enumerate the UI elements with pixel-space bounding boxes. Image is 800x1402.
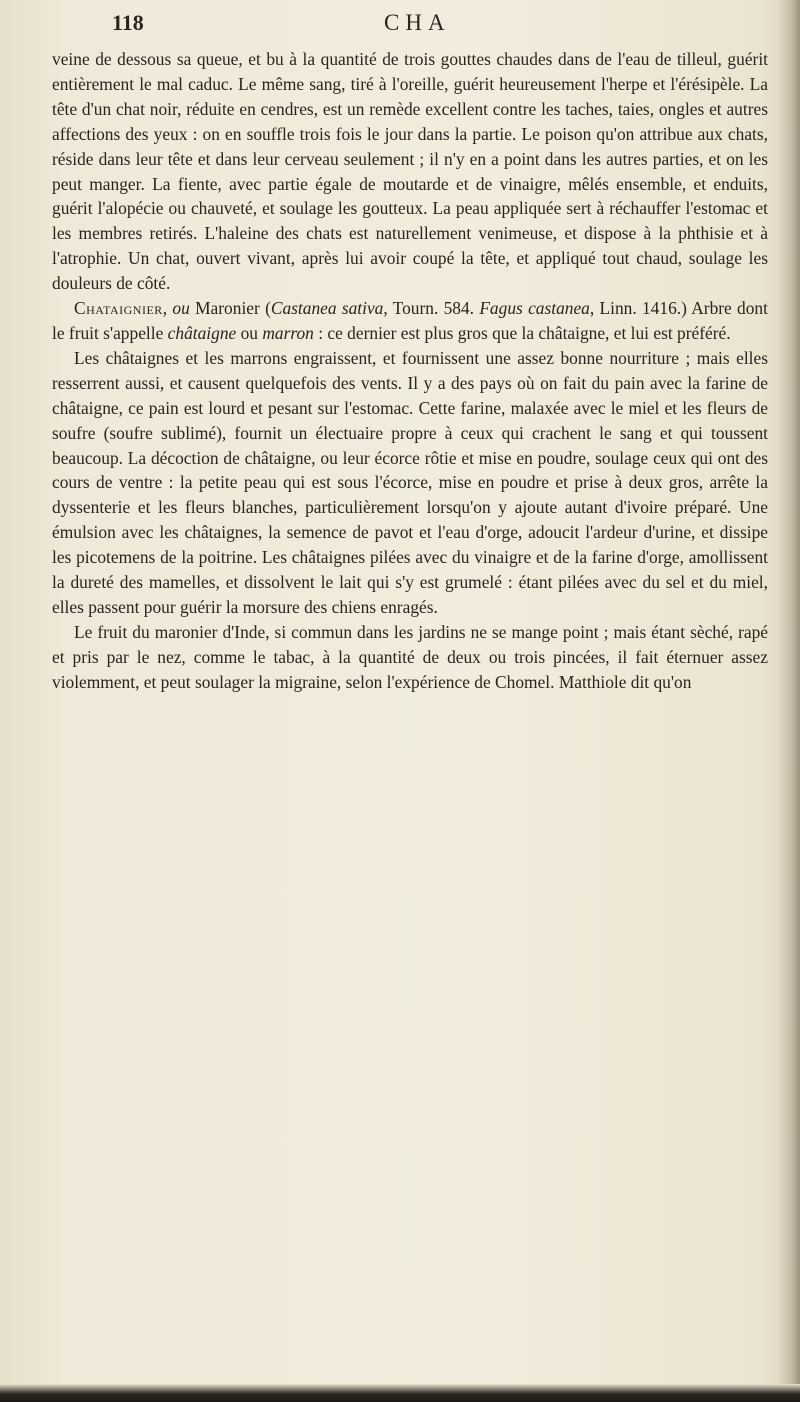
italic-run: châtaigne <box>167 322 237 343</box>
page-edge-shadow <box>778 0 800 1402</box>
body-text <box>52 47 768 695</box>
text-run: veine de dessous sa queue, et bu à la quantité de trois gouttes chaudes dans de l'eau de tilleul, guérit entièrement le mal caduc. Le même sang, tiré à l'oreille, guérit heureusement l'herpe et l'érésipèle. La tête d'un chat noir, réduite en cendres, est un remède excellent contre les taches, taies, ongles et autres affections des yeux : on en souffle trois fois le jour dans la partie. Le poison qu'on attribue aux chats, réside dans leur tête et dans leur cerveau seulement ; il n'y en a point dans les autres parties, et on les peut manger. La fiente, avec partie égale de moutarde et de vinaigre, mêlés ensemble, et enduits, guérit l'alopécie ou chauveté, et soulage les goutteux. La peau appliquée sert à réchauffer l'estomac et les membres retirés. L'haleine des chats est naturellement venimeuse, et dispose à la phthisie et à l'atrophie. Un chat, ouvert vivant, après lui avoir coupé la tête, et appliqué tout chaud, soulage les douleurs de côté. <box>52 49 768 294</box>
page-number: 118 <box>112 10 144 35</box>
text-run: Les châtaignes et les marrons engraissent, et fournissent une assez bonne nourriture ; mais elles resserrent aussi, et causent quelquefois des vents. Il y a des pays où on fait du pain avec la farine de châtaigne, ce pain est lourd et pesant sur l'estomac. Cette farine, malaxée avec le miel et les fleurs de soufre (soufre sublimé), fournit un électuaire propre à ceux qui crachent le sang et qui toussent beaucoup. La décoction de châtaigne, ou leur écorce rôtie et mise en poudre, soulage ceux qui ont des cours de ventre : la petite peau qui est sous l'écorce, mise en poudre et prise à deux gros, arrête la dyssenterie et les fleurs blanches, particulièrement lorsqu'on y ajoute autant d'ivoire préparé. Une émulsion avec les châtaignes, la semence de pavot et l'eau d'orge, adoucit l'ardeur d'urine, et dissipe les picotemens de la poitrine. Les châtaignes pilées avec du vinaigre et de la farine d'orge, amollissent la dureté des mamelles, et dissolvent le lait qui s'y est grumelé : étant pilées avec du sel et du miel, elles passent pour guérir la morsure des chiens enragés. <box>52 347 768 617</box>
text-run: Le fruit du maronier d'Inde, si commun dans les jardins ne se mange point ; mais étant sèché, rapé et pris par le nez, comme le tabac, à la quantité de deux ou trois pincées, il fait éternuer assez violemment, et peut soulager la migraine, selon l'expérience de Chomel. Matthiole dit qu'on <box>52 621 768 692</box>
running-title: CHA <box>384 10 451 35</box>
paragraph <box>52 346 768 620</box>
italic-run: Castanea sativa <box>270 298 384 319</box>
text-run: , <box>162 298 173 319</box>
paragraph-entry-chataignier <box>52 296 768 346</box>
text-run: : ce dernier est plus gros que la châtaigne, et lui est préféré. <box>313 322 731 343</box>
paragraph <box>52 47 768 296</box>
page-header <box>112 10 792 40</box>
text-run: , Linn. 1416.) Arbre dont le fruit s'appelle <box>52 298 768 343</box>
text-run: ou <box>236 322 263 343</box>
paragraph <box>52 620 768 695</box>
italic-run: marron <box>262 322 314 343</box>
scan-bottom-edge <box>0 1384 800 1402</box>
text-run: Maronier ( <box>189 298 271 319</box>
italic-run: Fagus castanea <box>479 298 590 319</box>
smallcaps-run: Chataignier <box>74 298 163 319</box>
text-run: , Tourn. 584. <box>383 298 480 319</box>
italic-run: ou <box>172 298 190 319</box>
